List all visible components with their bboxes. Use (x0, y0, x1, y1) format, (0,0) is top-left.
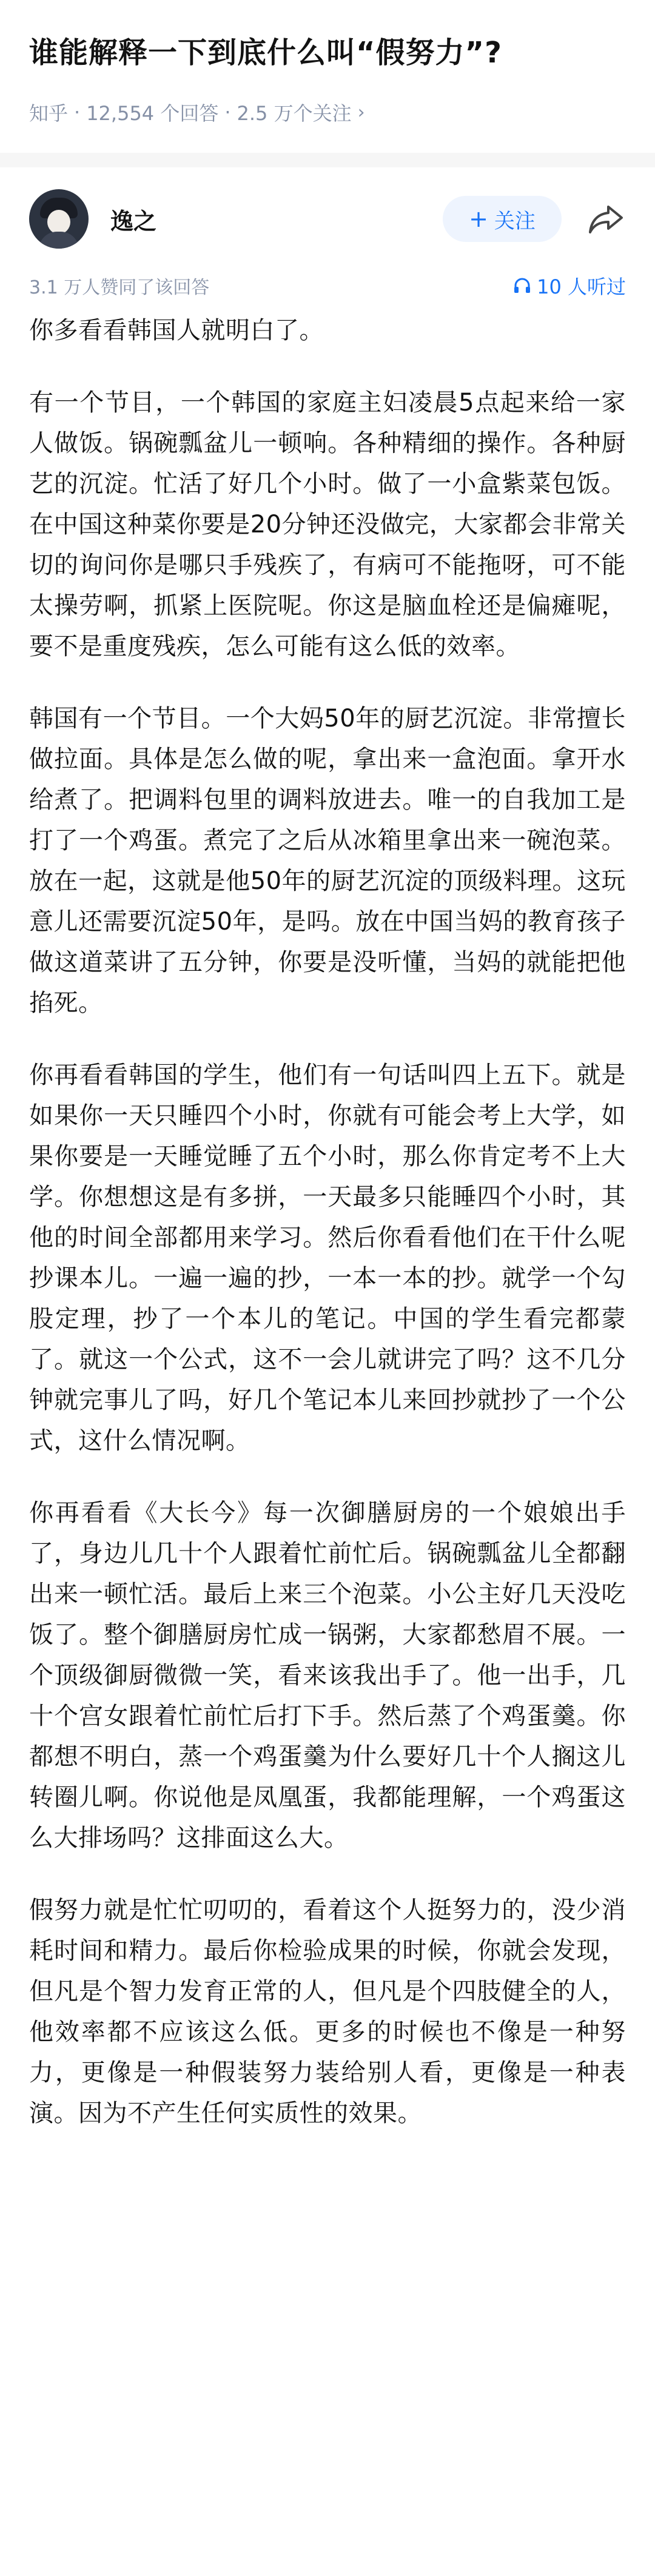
follow-button[interactable] (443, 196, 562, 242)
avatar-face (47, 210, 70, 234)
follow-label: 关注 (494, 209, 536, 233)
answer-paragraph: 你再看看《大长今》每一次御膳厨房的一个娘娘出手了，身边儿几十个人跟着忙前忙后。锅碗瓢盆儿全都翻出来一顿忙活。最后上来三个泡菜。小公主好几天没吃饭了。整个御膳厨房忙成一锅粥，大家都愁眉不展。一个顶级御厨微微一笑，看来该我出手了。他一出手，几十个宫女跟着忙前忙后打下手。然后蒸了个鸡蛋羹。你都想不明白，蒸一个鸡蛋羹为什么要好几十个人搁这儿转圈儿啊。你说他是凤凰蛋，我都能理解，一个鸡蛋这么大排场吗？这排面这么大。 (29, 1499, 626, 1852)
answer-paragraph: 有一个节目，一个韩国的家庭主妇凌晨5点起来给一家人做饭。锅碗瓢盆儿一顿响。各种精细的操作。各种厨艺的沉淀。忙活了好几个小时。做了一小盒紫菜包饭。在中国这种菜你要是20分钟还没做完，大家都会非常关切的询问你是哪只手残疾了，有病可不能拖呀，可不能太操劳啊，抓紧上医院呢。你这是脑血栓还是偏瘫呢，要不是重度残疾，怎么可能有这么低的效率。 (29, 389, 626, 660)
listen-text: 10 人听过 (537, 275, 626, 298)
chevron-right-icon: › (357, 101, 365, 123)
answer-paragraph: 你多看看韩国人就明白了。 (29, 317, 324, 344)
answers-count: 12,554 个回答 (86, 102, 219, 125)
share-icon (588, 203, 624, 235)
platform-label: 知乎 (29, 102, 69, 125)
answer-paragraph: 韩国有一个节目。一个大妈50年的厨艺沉淀。非常擅长做拉面。具体是怎么做的呢，拿出来一盒泡面。拿开水给煮了。把调料包里的调料放进去。唯一的自我加工是打了一个鸡蛋。煮完了之后从冰箱里拿出来一碗泡菜。放在一起，这就是他50年的厨艺沉淀的顶级料理。这玩意儿还需要沉淀50年，是吗。放在中国当妈的教育孩子做这道菜讲了五分钟，你要是没听懂，当妈的就能把他掐死。 (29, 705, 626, 1017)
section-divider (0, 153, 655, 167)
meta-separator: · (74, 101, 81, 124)
avatar-body (39, 232, 79, 249)
avatar[interactable] (29, 189, 89, 249)
author-name[interactable]: 逸之 (110, 207, 157, 235)
meta-separator: · (224, 101, 231, 124)
followers-count: 2.5 万个关注 (237, 102, 352, 125)
question-title[interactable]: 谁能解释一下到底什么叫“假努力”? (29, 36, 502, 70)
question-header (0, 0, 655, 126)
listen-count[interactable] (512, 272, 626, 300)
likes-count: 3.1 万人赞同了该回答 (29, 277, 210, 298)
plus-icon: + (469, 206, 488, 232)
headphones-icon (512, 276, 532, 295)
share-button[interactable] (586, 199, 626, 239)
answer-content (0, 300, 655, 2134)
answer-paragraph: 假努力就是忙忙叨叨的，看着这个人挺努力的，没少消耗时间和精力。最后你检验成果的时候，你就会发现，但凡是个智力发育正常的人，但凡是个四肢健全的人，他效率都不应该这么低。更多的时候也不像是一种努力，更像是一种假装努力装给别人看，更像是一种表演。因为不产生任何实质性的效果。 (29, 1896, 626, 2127)
stats-row (0, 272, 655, 300)
author-row (0, 167, 655, 270)
question-meta[interactable] (29, 98, 626, 126)
answer-paragraph: 你再看看韩国的学生，他们有一句话叫四上五下。就是如果你一天只睡四个小时，你就有可能会考上大学，如果你要是一天睡觉睡了五个小时，那么你肯定考不上大学。你想想这是有多拼，一天最多只能睡四个小时，其他的时间全部都用来学习。然后你看看他们在干什么呢抄课本儿。一遍一遍的抄，一本一本的抄。就学一个勾股定理，抄了一个本儿的笔记。中国的学生看完都蒙了。就这一个公式，这不一会儿就讲完了吗？这不几分钟就完事儿了吗，好几个笔记本儿来回抄就抄了一个公式，这什么情况啊。 (29, 1061, 626, 1455)
